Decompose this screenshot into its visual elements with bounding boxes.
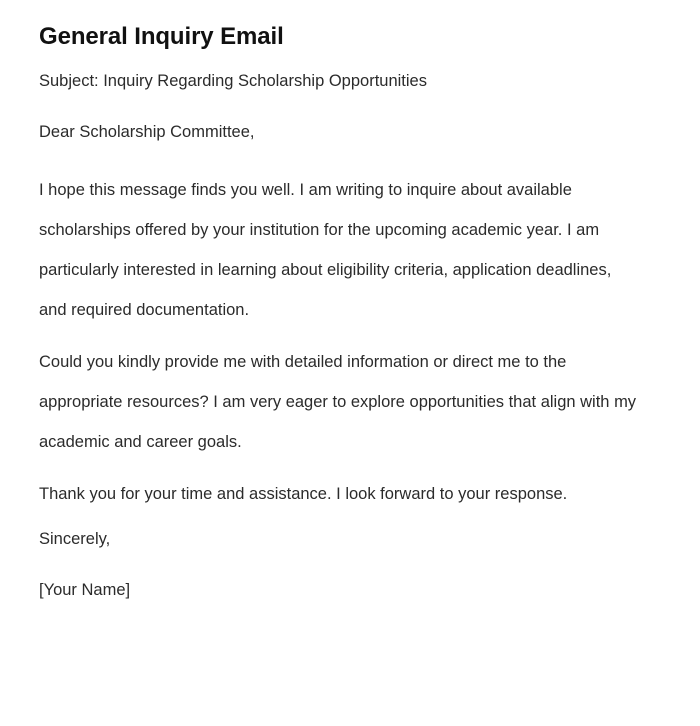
page-title: General Inquiry Email: [39, 23, 284, 50]
email-signature: [Your Name]: [39, 581, 131, 600]
email-subject-line: Subject: Inquiry Regarding Scholarship Opportunities: [39, 72, 427, 91]
email-salutation: Dear Scholarship Committee,: [39, 122, 255, 141]
email-body-paragraph-3: Thank you for your time and assistance. I look forward to your response.: [39, 484, 568, 503]
email-body-paragraph-1: I hope this message finds you well. I am writing to inquire about available scholarships offered by your institution for the upcoming academic year. I am particularly interested in learning about eligibility criteria, application deadlines, and required documentation.: [39, 181, 612, 320]
email-body-paragraph-2: Could you kindly provide me with detailed information or direct me to the appropriate resources? I am very eager to explore opportunities that align with my academic and career goals.: [39, 353, 637, 451]
email-closing: Sincerely,: [39, 529, 111, 548]
